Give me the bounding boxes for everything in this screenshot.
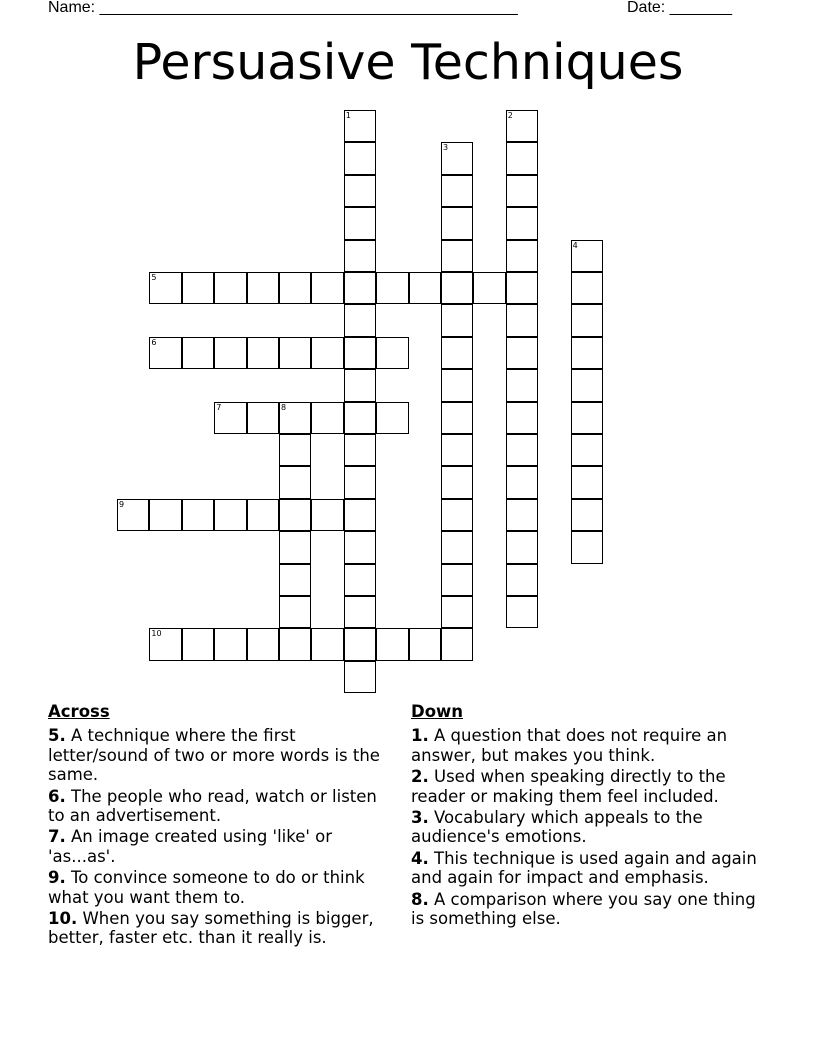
clue-number-label: 7 — [216, 402, 222, 412]
grid-cell[interactable] — [441, 628, 473, 660]
grid-cell[interactable] — [409, 272, 441, 304]
clue-text: A technique where the first letter/sound of two or more words is the same. — [48, 726, 380, 785]
grid-cell[interactable] — [441, 499, 473, 531]
clue-down-1 — [411, 726, 761, 765]
clue-number-label: 8 — [281, 402, 287, 412]
grid-cell[interactable] — [344, 304, 376, 336]
clue-text: When you say something is bigger, better, faster etc. than it really is. — [48, 909, 374, 948]
grid-cell[interactable] — [506, 466, 538, 498]
grid-cell[interactable] — [311, 402, 343, 434]
grid-cell[interactable] — [279, 531, 311, 563]
grid-cell[interactable] — [247, 402, 279, 434]
grid-cell[interactable] — [506, 337, 538, 369]
grid-cell[interactable] — [571, 304, 603, 336]
grid-cell-5[interactable] — [149, 272, 181, 304]
grid-cell[interactable] — [506, 596, 538, 628]
grid-cell[interactable] — [506, 207, 538, 239]
grid-cell[interactable] — [441, 564, 473, 596]
grid-cell[interactable] — [344, 434, 376, 466]
grid-cell[interactable] — [344, 207, 376, 239]
grid-cell[interactable] — [571, 434, 603, 466]
clue-across-6 — [48, 787, 393, 826]
grid-cell[interactable] — [376, 402, 408, 434]
down-heading: Down — [411, 702, 464, 721]
grid-cell[interactable] — [441, 240, 473, 272]
grid-cell[interactable] — [182, 628, 214, 660]
grid-cell[interactable] — [441, 304, 473, 336]
grid-cell[interactable] — [214, 272, 246, 304]
grid-cell-10[interactable] — [149, 628, 181, 660]
clue-number: 5. — [48, 726, 66, 746]
grid-cell[interactable] — [441, 337, 473, 369]
grid-cell[interactable] — [344, 337, 376, 369]
clue-text: Used when speaking directly to the reader or making them feel included. — [411, 767, 726, 806]
clue-down-3 — [411, 808, 761, 847]
grid-cell[interactable] — [214, 628, 246, 660]
grid-cell[interactable] — [344, 175, 376, 207]
grid-cell[interactable] — [247, 499, 279, 531]
grid-cell[interactable] — [344, 564, 376, 596]
clue-text: The people who read, watch or listen to an advertisement. — [48, 786, 377, 826]
grid-cell[interactable] — [571, 499, 603, 531]
grid-cell[interactable] — [247, 337, 279, 369]
grid-cell[interactable] — [441, 466, 473, 498]
clue-across-10 — [48, 909, 393, 948]
clue-number: 3. — [411, 808, 429, 828]
grid-cell[interactable] — [311, 272, 343, 304]
grid-cell[interactable] — [441, 207, 473, 239]
grid-cell[interactable] — [506, 531, 538, 563]
grid-cell[interactable] — [279, 272, 311, 304]
grid-cell[interactable] — [441, 531, 473, 563]
grid-cell[interactable] — [506, 564, 538, 596]
grid-cell[interactable] — [571, 369, 603, 401]
grid-cell[interactable] — [571, 337, 603, 369]
clue-number: 1. — [411, 726, 429, 746]
grid-cell[interactable] — [149, 499, 181, 531]
grid-cell[interactable] — [279, 596, 311, 628]
grid-cell[interactable] — [279, 466, 311, 498]
grid-cell[interactable] — [506, 434, 538, 466]
grid-cell-3[interactable] — [441, 142, 473, 174]
grid-cell[interactable] — [214, 337, 246, 369]
clue-number: 2. — [411, 767, 429, 787]
grid-cell-6[interactable] — [149, 337, 181, 369]
clue-text: This technique is used again and again and again for impact and emphasis. — [411, 848, 757, 888]
clue-number: 6. — [48, 786, 66, 806]
grid-cell[interactable] — [506, 272, 538, 304]
clue-number: 8. — [411, 889, 429, 909]
clue-across-7 — [48, 827, 393, 866]
clue-number-label: 3 — [443, 143, 449, 153]
grid-cell-1[interactable] — [344, 110, 376, 142]
clue-across-5 — [48, 726, 393, 784]
grid-cell-9[interactable] — [117, 499, 149, 531]
clue-number-label: 6 — [151, 337, 157, 347]
grid-cell[interactable] — [441, 596, 473, 628]
across-heading: Across — [48, 702, 110, 721]
clue-number: 7. — [48, 827, 66, 847]
grid-cell[interactable] — [344, 402, 376, 434]
grid-cell-2[interactable] — [506, 110, 538, 142]
grid-cell[interactable] — [571, 272, 603, 304]
grid-cell[interactable] — [376, 272, 408, 304]
grid-cell[interactable] — [311, 499, 343, 531]
grid-cell[interactable] — [506, 175, 538, 207]
grid-cell[interactable] — [279, 628, 311, 660]
grid-cell[interactable] — [344, 240, 376, 272]
grid-cell[interactable] — [182, 337, 214, 369]
clue-number-label: 1 — [345, 111, 351, 120]
grid-cell[interactable] — [344, 369, 376, 401]
grid-cell[interactable] — [344, 596, 376, 628]
grid-cell[interactable] — [311, 337, 343, 369]
grid-cell[interactable] — [344, 142, 376, 174]
grid-cell[interactable] — [376, 337, 408, 369]
grid-cell[interactable] — [344, 499, 376, 531]
page-title: Persuasive Techniques — [132, 34, 684, 91]
date-field[interactable]: Date: _______ — [627, 0, 732, 16]
clue-text: A question that does not require an answer, but makes you think. — [411, 726, 728, 765]
down-clues — [411, 702, 761, 930]
grid-cell-4[interactable] — [571, 240, 603, 272]
grid-cell[interactable] — [344, 661, 376, 693]
grid-cell[interactable] — [571, 466, 603, 498]
grid-cell[interactable] — [506, 142, 538, 174]
name-field[interactable]: Name: _______________________________________________ — [48, 0, 518, 16]
grid-cell[interactable] — [506, 402, 538, 434]
grid-cell[interactable] — [279, 564, 311, 596]
across-clues — [48, 702, 393, 950]
grid-cell[interactable] — [409, 628, 441, 660]
grid-cell[interactable] — [571, 402, 603, 434]
clue-number-label: 4 — [572, 240, 578, 250]
grid-cell[interactable] — [506, 499, 538, 531]
grid-cell[interactable] — [441, 175, 473, 207]
clue-text: An image created using 'like' or 'as...as'. — [48, 827, 333, 866]
clue-down-4 — [411, 849, 761, 888]
grid-cell[interactable] — [182, 499, 214, 531]
clue-number: 9. — [48, 868, 66, 888]
clue-number: 4. — [411, 848, 429, 868]
grid-cell[interactable] — [506, 369, 538, 401]
clue-number-label: 10 — [151, 629, 162, 639]
grid-cell[interactable] — [473, 272, 505, 304]
grid-cell[interactable] — [344, 466, 376, 498]
grid-cell[interactable] — [441, 369, 473, 401]
grid-cell[interactable] — [182, 272, 214, 304]
clue-number-label: 5 — [151, 273, 157, 282]
clue-down-8 — [411, 890, 761, 929]
grid-cell[interactable] — [344, 628, 376, 660]
clue-number: 10. — [48, 909, 78, 929]
grid-cell[interactable] — [214, 499, 246, 531]
clue-number-label: 2 — [507, 111, 513, 120]
grid-cell[interactable] — [279, 499, 311, 531]
grid-cell[interactable] — [344, 531, 376, 563]
clue-down-2 — [411, 767, 761, 806]
grid-cell-7[interactable] — [214, 402, 246, 434]
grid-cell[interactable] — [376, 628, 408, 660]
grid-cell[interactable] — [571, 531, 603, 563]
grid-cell[interactable] — [441, 434, 473, 466]
grid-cell[interactable] — [247, 628, 279, 660]
grid-cell[interactable] — [506, 240, 538, 272]
clue-number-label: 9 — [119, 499, 125, 509]
grid-cell[interactable] — [506, 304, 538, 336]
grid-cell[interactable] — [311, 628, 343, 660]
grid-cell[interactable] — [344, 272, 376, 304]
clue-across-9 — [48, 868, 393, 907]
grid-cell[interactable] — [247, 272, 279, 304]
grid-cell-8[interactable] — [279, 402, 311, 434]
clue-text: Vocabulary which appeals to the audience's emotions. — [411, 808, 703, 847]
grid-cell[interactable] — [441, 402, 473, 434]
grid-cell[interactable] — [441, 272, 473, 304]
grid-cell[interactable] — [279, 337, 311, 369]
grid-cell[interactable] — [279, 434, 311, 466]
clue-text: To convince someone to do or think what you want them to. — [48, 868, 365, 907]
clue-text: A comparison where you say one thing is something else. — [411, 889, 756, 929]
